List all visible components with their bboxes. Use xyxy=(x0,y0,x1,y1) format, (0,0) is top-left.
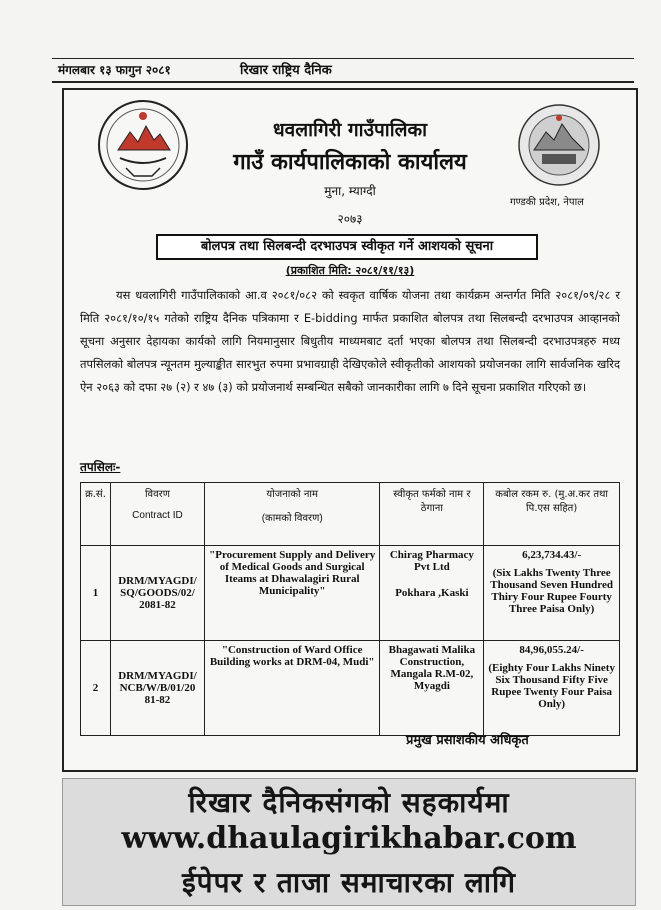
newspaper-name: रिखार राष्ट्रिय दैनिक xyxy=(240,63,332,78)
row-sn: 2 xyxy=(81,641,111,736)
table-row xyxy=(81,641,620,736)
header-id-label: विवरण xyxy=(144,489,170,500)
banner-line-3: ईपेपर र ताजा समाचारका लागि xyxy=(181,866,517,899)
header-firm: स्वीकृत फर्मको नाम र ठेगाना xyxy=(380,483,484,546)
row-sn: 1 xyxy=(81,546,111,641)
office-address: मुना, म्याग्दी xyxy=(324,184,376,198)
nepal-government-emblem-icon xyxy=(96,98,190,192)
row-amount-words: (Six Lakhs Twenty Three Thousand Seven Hundred Thiry Four Rupee Fourty Three Paisa Only) xyxy=(490,567,613,615)
row-amount xyxy=(484,546,620,641)
province-label: गण्डकी प्रदेश, नेपाल xyxy=(510,197,584,208)
row-firm-name: Chirag Pharmacy Pvt Ltd xyxy=(389,549,474,573)
header-project-sub: (कामको विवरण) xyxy=(261,513,323,524)
row-firm xyxy=(380,546,484,641)
banner-website-link[interactable]: www.dhaulagirikhabar.com xyxy=(121,821,577,856)
header-project xyxy=(204,483,380,546)
row-project: "Procurement Supply and Delivery of Medical Goods and Surgical Iteams at Dhawalagiri Rural Municipality" xyxy=(204,546,380,641)
issue-date: मंगलबार १३ फागुन २०८१ xyxy=(58,63,171,77)
office-name: गाउँ कार्यपालिकाको कार्यालय xyxy=(233,150,467,175)
row-project: "Construction of Ward Office Building works at DRM-04, Mudi" xyxy=(204,641,380,736)
banner-line-1: रिखार दैनिकसंगको सहकार्यमा xyxy=(188,786,510,819)
organization-name: धवलागिरी गाउँपालिका xyxy=(272,119,428,141)
header-amount: कबोल रकम रु. (मु.अ.कर तथा पि.एस सहित) xyxy=(484,483,620,546)
promo-banner xyxy=(62,778,636,906)
row-amount-figure: 84,96,055.24/- xyxy=(519,644,584,656)
row-amount-words: (Eighty Four Lakhs Ninety Six Thousand Fifty Five Rupee Twenty Four Paisa Only) xyxy=(488,662,615,710)
row-firm xyxy=(380,641,484,736)
row-amount-figure: 6,23,734.43/- xyxy=(522,549,582,561)
notice-frame xyxy=(62,88,638,772)
table-row xyxy=(81,546,620,641)
signatory-title: प्रमुख प्रसाशकीय अधिकृत xyxy=(406,733,529,748)
table-header-row xyxy=(81,483,620,546)
notice-title: बोलपत्र तथा सिलबन्दी दरभाउपत्र स्वीकृत गर्ने आशयको सूचना xyxy=(156,234,538,260)
establishment-year: २०७३ xyxy=(337,212,363,226)
row-contract-id: DRM/MYAGDI/ NCB/W/B/01/20 81-82 xyxy=(110,641,204,736)
header-id-sub: Contract ID xyxy=(132,510,183,521)
row-firm-address: Pokhara ,Kaski xyxy=(395,587,469,599)
header-contract-id xyxy=(110,483,204,546)
contract-table xyxy=(80,482,620,736)
row-amount xyxy=(484,641,620,736)
details-label: तपसिलः- xyxy=(80,460,121,474)
header-sn: क्र.सं. xyxy=(81,483,111,546)
newspaper-header xyxy=(52,58,634,83)
header-project-label: योजनाको नाम xyxy=(266,489,318,500)
published-date: (प्रकाशित मिति: २०८१/११/१३) xyxy=(285,264,415,277)
row-contract-id: DRM/MYAGDI/ SQ/GOODS/02/ 2081-82 xyxy=(110,546,204,641)
row-firm-name: Bhagawati Malika Construction, Mangala R.M-02, Myagdi xyxy=(388,644,476,692)
notice-body: यस धवलागिरी गाउँपालिकाको आ.व २०८१/०८२ को स्वकृत वार्षिक योजना तथा कार्यक्रम अन्तर्गत मिति २०८१/०९/२८ र मिति २०८१/१०/१५ गतेको राष्ट्रिय दैनिक पत्रिकामा र E-bidding मार्फत प्रकाशित बोलपत्र तथा सिलबन्दी दरभाउपत्र आव्हानको सूचना अनुसार देहायका कार्यको लागि नियमानुसार बिधुतीय माध्यमबाट दर्ता भएका बोलपत्र तथा सिलबन्दी दरभाउपत्रहरु मध्य तपसिलको बोलपत्र न्यूनतम मुल्याङ्कीत सारभुत रुपमा प्रभावग्राही देखिएकोले स्वीकृतीको आशयको प्रयोजनका लागि सार्वजनिक खरिद ऐन २०६३ को दफा २७ (२) र ४७ (३) को प्रयोजनार्थ सम्बन्धित सबैको जानकारीका लागि ७ दिने सूचना प्रकाशित गरिएको छ। xyxy=(80,288,620,394)
